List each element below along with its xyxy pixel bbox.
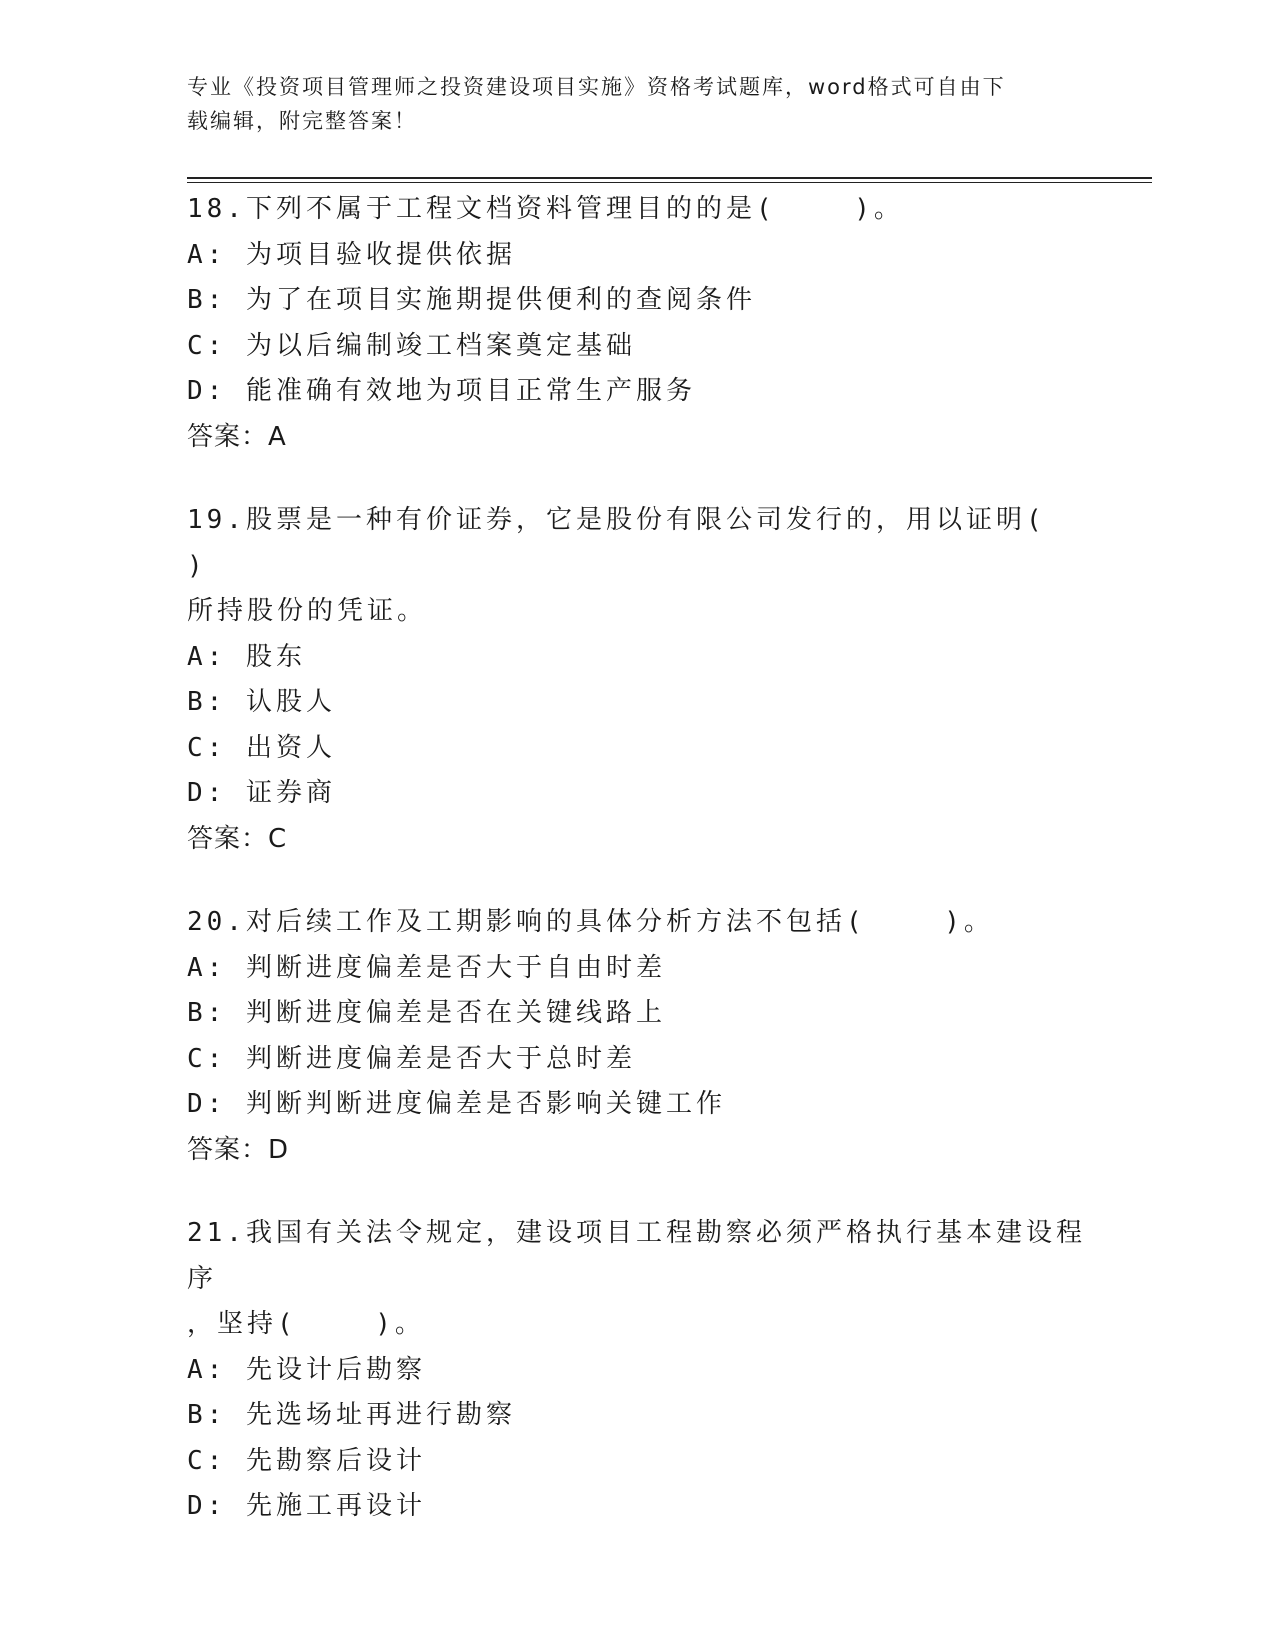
option-b: B: 为了在项目实施期提供便利的查阅条件	[187, 285, 756, 315]
question-20	[187, 900, 1087, 1173]
option-d: D: 证券商	[187, 778, 336, 808]
option-a: A: 判断进度偏差是否大于自由时差	[187, 952, 666, 983]
option-b: B: 认股人	[187, 687, 336, 717]
option-c: C: 判断进度偏差是否大于总时差	[187, 1043, 636, 1074]
header-line-2: 载编辑，附完整答案！	[187, 109, 417, 133]
question-stem-continued: 所持股份的凭证。	[187, 596, 428, 626]
option-a: A: 先设计后勘察	[187, 1354, 426, 1385]
answer: 答案：A	[187, 421, 287, 452]
option-c: C: 为以后编制竣工档案奠定基础	[187, 330, 636, 361]
question-stem: 21.我国有关法令规定，建设项目工程勘察必须严格执行基本建设程序	[187, 1218, 1086, 1294]
question-stem: 19.股票是一种有价证券，它是股份有限公司发行的，用以证明( )	[187, 505, 1125, 581]
header-divider-thin	[187, 182, 1152, 183]
header-divider	[187, 177, 1152, 179]
question-stem: 20.对后续工作及工期影响的具体分析方法不包括( )。	[187, 907, 994, 937]
option-a: A: 股东	[187, 641, 306, 672]
document-header	[187, 70, 1087, 138]
answer: 答案：D	[187, 1134, 290, 1165]
option-c: C: 先勘察后设计	[187, 1445, 426, 1476]
option-b: B: 判断进度偏差是否在关键线路上	[187, 998, 666, 1028]
option-b: B: 先选场址再进行勘察	[187, 1400, 516, 1430]
option-c: C: 出资人	[187, 732, 336, 763]
question-stem-continued: ，坚持( )。	[187, 1309, 425, 1339]
question-18	[187, 187, 1087, 460]
option-d: D: 判断判断进度偏差是否影响关键工作	[187, 1089, 726, 1119]
question-list	[187, 187, 1125, 1568]
question-21	[187, 1211, 1087, 1530]
question-stem: 18.下列不属于工程文档资料管理目的的是( )。	[187, 194, 904, 224]
answer: 答案：C	[187, 823, 288, 854]
question-19	[187, 498, 1125, 862]
header-line-1: 专业《投资项目管理师之投资建设项目实施》资格考试题库，word格式可自由下	[187, 75, 1006, 99]
option-a: A: 为项目验收提供依据	[187, 239, 516, 270]
option-d: D: 能准确有效地为项目正常生产服务	[187, 376, 696, 406]
option-d: D: 先施工再设计	[187, 1491, 426, 1521]
